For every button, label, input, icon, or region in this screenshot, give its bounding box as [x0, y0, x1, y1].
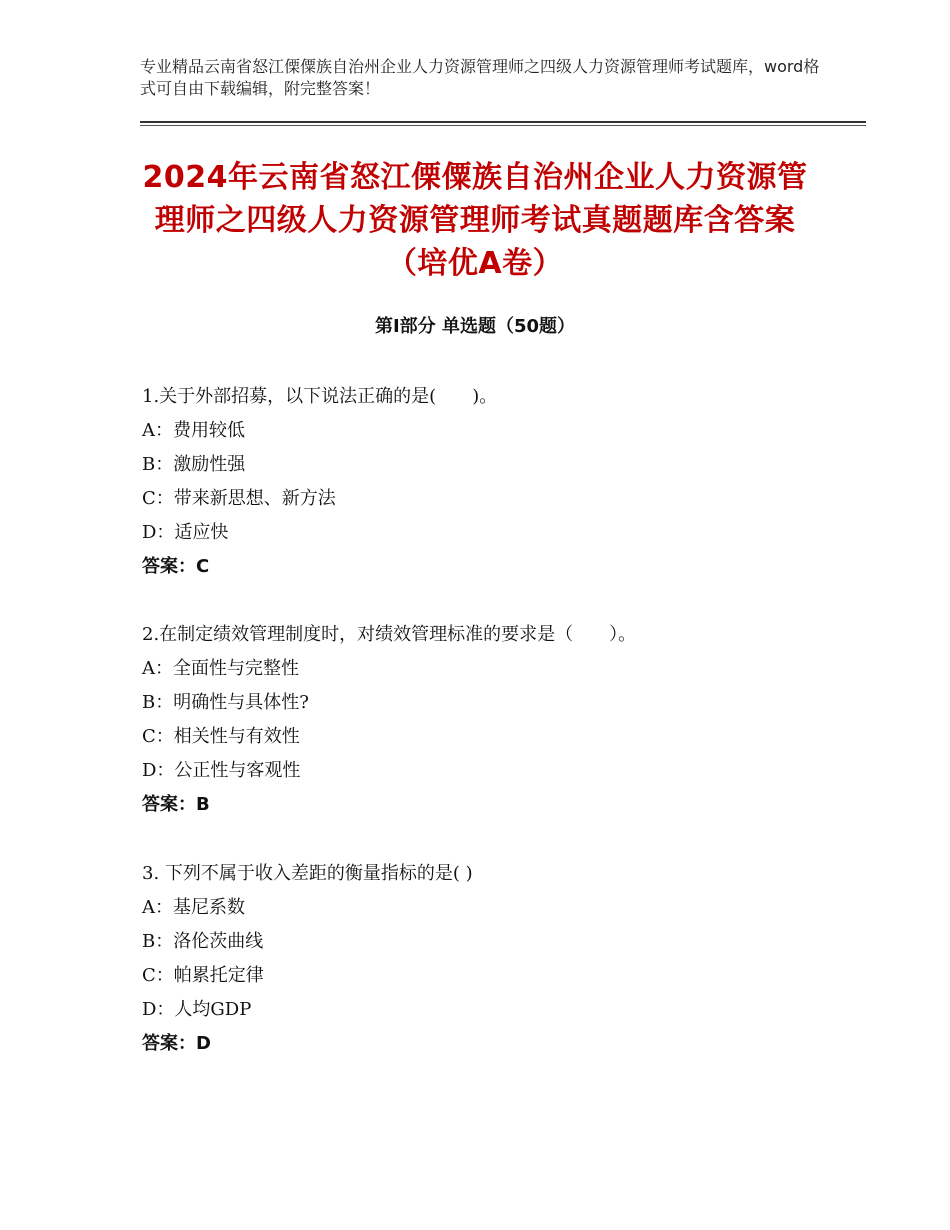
header-divider	[140, 121, 866, 123]
header-note: 专业精品云南省怒江傈僳族自治州企业人力资源管理师之四级人力资源管理师考试题库，word格式可自由下载编辑，附完整答案！	[140, 57, 820, 98]
answer-line: 答案：C	[142, 556, 210, 577]
question-block	[142, 857, 842, 1061]
option-d: D：适应快	[142, 522, 229, 543]
option-c: C：帕累托定律	[142, 965, 264, 986]
option-d: D：公正性与客观性	[142, 760, 301, 781]
question-stem: 3. 下列不属于收入差距的衡量指标的是( )	[142, 863, 473, 884]
answer-line: 答案：B	[142, 794, 210, 815]
option-a: A：基尼系数	[142, 897, 245, 918]
option-c: C：带来新思想、新方法	[142, 488, 336, 509]
option-b: B：激励性强	[142, 454, 246, 475]
option-b: B：洛伦茨曲线	[142, 931, 264, 952]
header-divider-thin	[140, 125, 866, 126]
question-block	[142, 618, 842, 822]
question-stem: 2.在制定绩效管理制度时，对绩效管理标准的要求是（ ）。	[142, 624, 637, 645]
document-title: 2024年云南省怒江傈僳族自治州企业人力资源管理师之四级人力资源管理师考试真题题库含答案（培优A卷）	[142, 160, 808, 281]
question-block	[142, 380, 842, 584]
section-heading: 第Ⅰ部分 单选题（50题）	[374, 316, 575, 337]
option-d: D：人均GDP	[142, 999, 252, 1020]
question-stem: 1.关于外部招募，以下说法正确的是( )。	[142, 386, 498, 407]
option-a: A：全面性与完整性	[142, 658, 299, 679]
option-b: B：明确性与具体性?	[142, 692, 309, 713]
option-a: A：费用较低	[142, 420, 245, 441]
answer-line: 答案：D	[142, 1033, 211, 1054]
option-c: C：相关性与有效性	[142, 726, 300, 747]
